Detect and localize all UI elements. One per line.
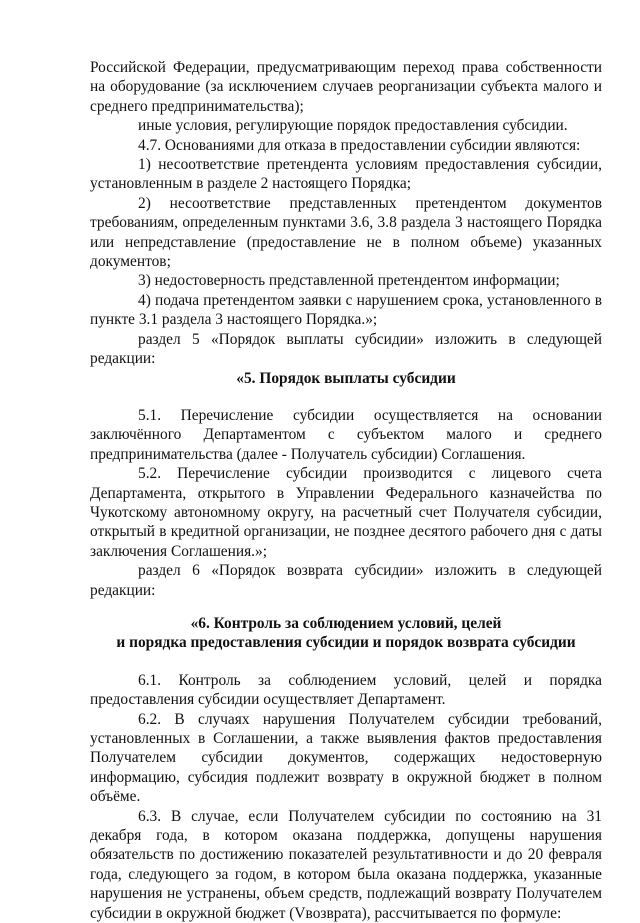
paragraph-5-2: 5.2. Перечисление субсидии производится с лицевого счета Департамента, открытого в Управлении Федерального казначейства по Чукотскому автономному округу, на расчетный счет Получателя субсидии, открытый в кредитной организации, не позднее десятого рабочего дня с даты заключения Соглашения.»; — [90, 465, 602, 560]
heading-section-5: «5. Порядок выплаты субсидии — [236, 369, 456, 387]
document-page — [90, 58, 602, 923]
heading-section-6 — [90, 614, 602, 653]
paragraph-5-1: 5.1. Перечисление субсидии осуществляется на основании заключённого Департаментом с субъектом малого и среднего предпринимательства (далее - Получатель субсидии) Соглашения. — [90, 406, 602, 463]
paragraph-refusal-1: 1) несоответствие претендента условиям предоставления субсидии, установленным в разделе 2 настоящего Порядка; — [90, 156, 602, 193]
paragraph-6-3: 6.3. В случае, если Получателем субсидии по состоянию на 31 декабря года, в котором оказана поддержка, допущены нарушения обязательств по достижению показателей результативности и до 20 февраля года, следующего за годом, в котором была оказана поддержка, указанные нарушения не устранены, объем средств, подлежащий возврату Получателем субсидии в окружной бюджет (Vвозврата), рассчитывается по формуле: — [90, 807, 602, 922]
paragraph-section-6-intro: раздел 6 «Порядок возврата субсидии» изложить в следующей редакции: — [90, 562, 602, 599]
paragraph-6-2: 6.2. В случаях нарушения Получателем субсидии требований, установленных в Соглашении, а также выявления фактов предоставления Получателем субсидии документов, содержащих недостоверную информацию, субсидия подлежит возврату в окружной бюджет в полном объёме. — [90, 710, 602, 806]
heading-section-6-line-1: «6. Контроль за соблюдением условий, целей — [190, 614, 502, 632]
paragraph-ownership: Российской Федерации, предусматривающим переход права собственности на оборудование (за исключением случаев реорганизации субъекта малого и среднего предпринимательства); — [90, 59, 602, 115]
paragraph-section-5-intro: раздел 5 «Порядок выплаты субсидии» изложить в следующей редакции: — [90, 330, 602, 368]
paragraph-6-1: 6.1. Контроль за соблюдением условий, целей и порядка предоставления субсидии осуществляет Департамент. — [90, 671, 602, 709]
paragraph-refusal-2: 2) несоответствие представленных претендентом документов требованиям, определенным пунктами 3.6, 3.8 раздела 3 настоящего Порядка или непредставление (предоставление не в полном объеме) указанных документов; — [90, 194, 602, 271]
paragraph-refusal-4: 4) подача претендентом заявки с нарушением срока, установленного в пункте 3.1 раздела 3 настоящего Порядка.»; — [90, 291, 602, 329]
paragraph-4-7: 4.7. Основаниями для отказа в предоставлении субсидии являются: — [138, 136, 581, 154]
heading-section-6-line-2: и порядка предоставления субсидии и порядок возврата субсидии — [116, 634, 576, 652]
paragraph-refusal-3: 3) недостоверность представленной претендентом информации; — [138, 272, 560, 290]
paragraph-other-conditions: иные условия, регулирующие порядок предоставления субсидии. — [138, 117, 568, 135]
